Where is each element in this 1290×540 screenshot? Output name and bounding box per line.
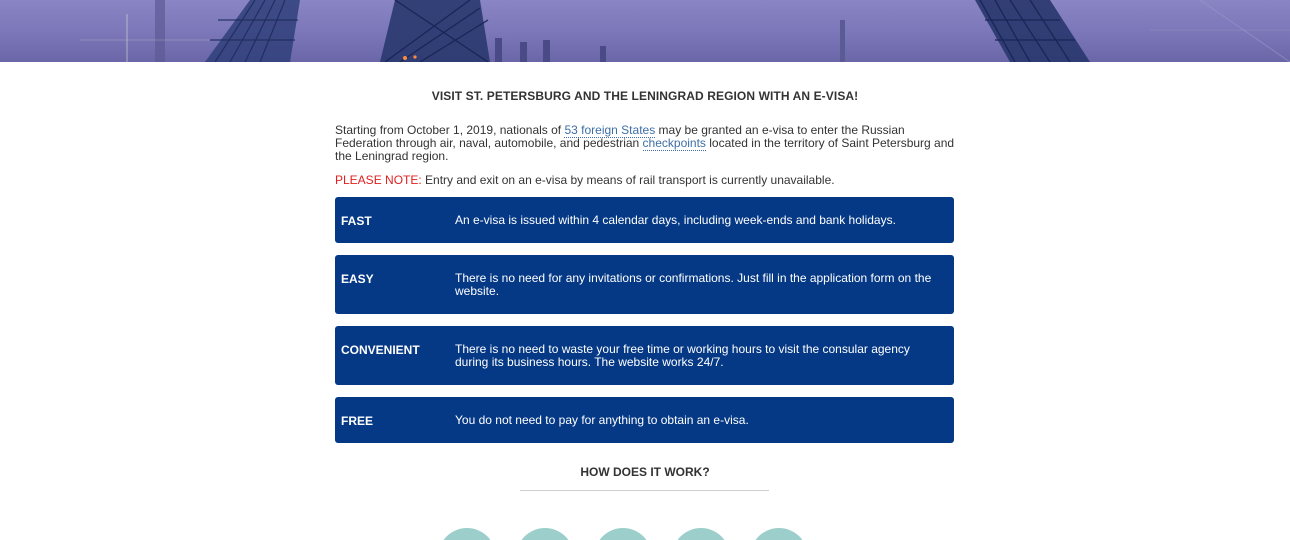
feature-convenient bbox=[335, 326, 954, 385]
step-5-icon[interactable] bbox=[750, 528, 808, 540]
foreign-states-link[interactable]: 53 foreign States bbox=[564, 123, 656, 137]
intro-paragraph bbox=[335, 124, 955, 163]
feature-free bbox=[335, 397, 954, 443]
intro-text-3: located in the territory of Saint Petersburg and the Leningrad region. bbox=[335, 136, 955, 163]
note-label: PLEASE NOTE: bbox=[335, 173, 422, 187]
feature-easy bbox=[335, 255, 954, 314]
feature-label: FAST bbox=[341, 214, 372, 228]
step-3-icon[interactable] bbox=[594, 528, 652, 540]
step-4-icon[interactable] bbox=[672, 528, 730, 540]
feature-label: EASY bbox=[341, 272, 374, 286]
step-1-icon[interactable] bbox=[438, 528, 496, 540]
feature-text: An e-visa is issued within 4 calendar days, including week-ends and bank holidays. bbox=[455, 213, 896, 227]
note-paragraph bbox=[335, 173, 955, 187]
page-title: VISIT ST. PETERSBURG AND THE LENINGRAD REGION WITH AN E-VISA! bbox=[431, 89, 859, 103]
checkpoints-link[interactable]: checkpoints bbox=[642, 136, 706, 150]
feature-text: There is no need for any invitations or confirmations. Just fill in the application form on the website. bbox=[455, 271, 932, 298]
feature-fast bbox=[335, 197, 954, 243]
feature-text: You do not need to pay for anything to obtain an e-visa. bbox=[455, 413, 749, 427]
step-2-icon[interactable] bbox=[516, 528, 574, 540]
feature-label: CONVENIENT bbox=[341, 343, 420, 357]
feature-label: FREE bbox=[341, 414, 374, 428]
heading-divider bbox=[520, 490, 769, 491]
how-it-works-heading: HOW DOES IT WORK? bbox=[580, 465, 710, 479]
intro-text-1: Starting from October 1, 2019, nationals of bbox=[335, 123, 565, 137]
hero-banner bbox=[0, 0, 1290, 62]
feature-text: There is no need to waste your free time or working hours to visit the consular agency during its business hours. The website works 24/7. bbox=[455, 342, 910, 369]
note-text: Entry and exit on an e-visa by means of rail transport is currently unavailable. bbox=[421, 173, 835, 187]
intro-text-2: may be granted an e-visa to enter the Russian Federation through air, naval, automobile, and pedestrian bbox=[335, 123, 905, 150]
hero-bridge-image bbox=[0, 0, 1290, 62]
